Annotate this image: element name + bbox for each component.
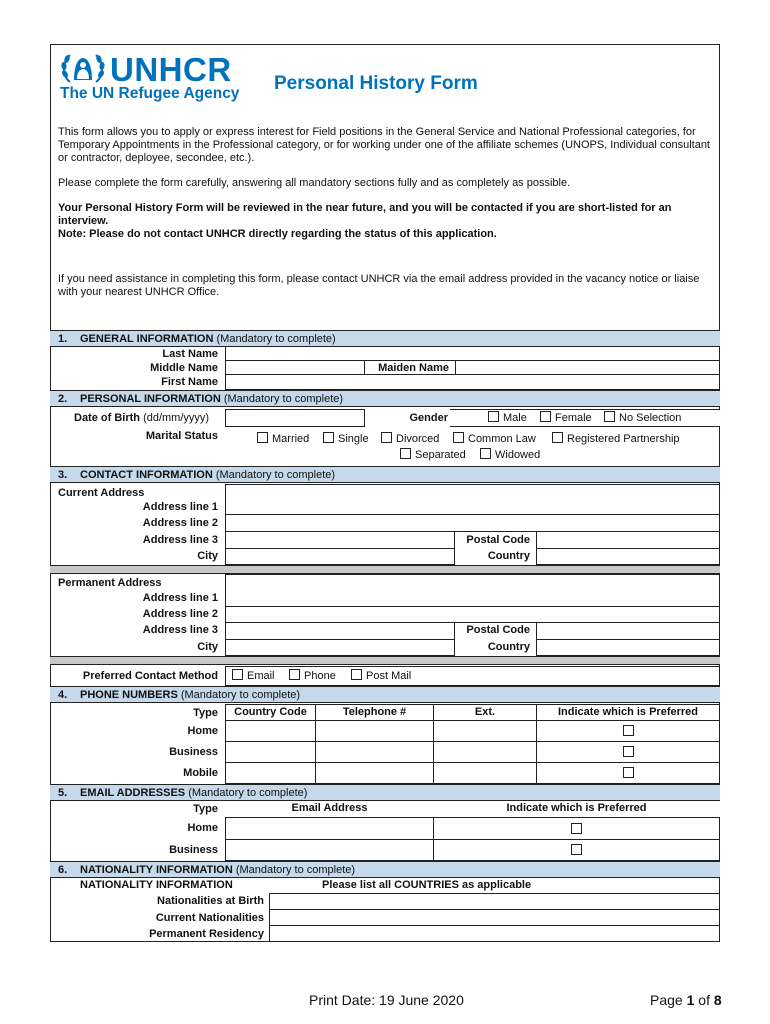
section-number: 3.	[58, 469, 68, 481]
home-email-field[interactable]	[225, 817, 434, 840]
marital-option-single[interactable]	[323, 432, 369, 446]
section-general-information	[50, 330, 720, 347]
option-label: Divorced	[396, 433, 440, 445]
gender-label: Gender	[409, 412, 448, 424]
current-country-label: Country	[487, 550, 530, 562]
logo-wordmark: UNHCR	[110, 51, 232, 88]
checkbox-icon[interactable]	[453, 432, 464, 443]
permanent-country-label: Country	[487, 641, 530, 653]
unhcr-logo	[60, 52, 260, 104]
contact-option-post-mail[interactable]	[351, 669, 411, 683]
phone-row-business-label: Business	[169, 746, 218, 758]
mobile-preferred-checkbox-icon[interactable]	[623, 767, 634, 778]
checkbox-icon[interactable]	[323, 432, 334, 443]
current-postal-code-field[interactable]	[536, 531, 720, 549]
marital-option-married[interactable]	[257, 432, 309, 446]
marital-option-separated[interactable]	[400, 448, 466, 462]
current-address-line-3-label: Address line 3	[142, 534, 218, 546]
countries-column-header: Please list all COUNTRIES as applicable	[322, 879, 532, 891]
nationality-at-birth-label: Nationalities at Birth	[157, 895, 264, 907]
nationality-at-birth-field[interactable]	[269, 893, 720, 910]
email-type-header: Type	[193, 803, 218, 815]
option-label: Common Law	[468, 433, 536, 445]
email-row-home-label: Home	[187, 822, 218, 834]
checkbox-icon[interactable]	[540, 411, 551, 422]
last-name-label: Last Name	[162, 348, 218, 360]
permanent-address-line-3-field[interactable]	[225, 622, 455, 640]
page-current: 1	[686, 992, 695, 1008]
mobile-country-code-field[interactable]	[225, 762, 316, 784]
dob-label-text: Date of Birth	[74, 412, 140, 424]
option-label: Single	[338, 433, 369, 445]
intro-paragraph-3: Your Personal History Form will be reviewed in the near future, and you will be contacted if you are short-listed for an interview.	[58, 202, 672, 227]
option-label: Separated	[415, 449, 466, 461]
contact-option-phone[interactable]	[289, 669, 336, 683]
home-email-preferred-checkbox-icon[interactable]	[571, 823, 582, 834]
first-name-field[interactable]	[225, 374, 720, 390]
section-title: NATIONALITY INFORMATION	[80, 864, 233, 876]
permanent-address-line-1-field[interactable]	[225, 574, 720, 607]
marital-option-divorced[interactable]	[381, 432, 439, 446]
permanent-address-line-3-label: Address line 3	[142, 624, 218, 636]
option-label: No Selection	[619, 412, 682, 424]
gender-option-male[interactable]	[488, 411, 527, 425]
section-contact-information	[50, 466, 720, 483]
page-label: Page	[650, 992, 683, 1008]
current-address-line-3-field[interactable]	[225, 531, 455, 549]
phone-row-mobile-label: Mobile	[183, 767, 218, 779]
current-nationalities-field[interactable]	[269, 909, 720, 926]
phone-type-header: Type	[193, 707, 218, 719]
marital-option-registered-partnership[interactable]	[552, 432, 680, 446]
permanent-city-label: City	[197, 641, 218, 653]
home-country-code-field[interactable]	[225, 720, 316, 742]
current-postal-code-label: Postal Code	[466, 534, 530, 546]
home-preferred-checkbox-icon[interactable]	[623, 725, 634, 736]
mobile-ext-field[interactable]	[433, 762, 537, 784]
checkbox-icon[interactable]	[488, 411, 499, 422]
mandatory-note: (Mandatory to complete)	[180, 689, 301, 701]
permanent-postal-code-field[interactable]	[536, 622, 720, 640]
checkbox-icon[interactable]	[604, 411, 615, 422]
section-title: CONTACT INFORMATION	[80, 469, 213, 481]
section-title: PHONE NUMBERS	[80, 689, 178, 701]
mandatory-note: (Mandatory to complete)	[215, 469, 336, 481]
permanent-city-field[interactable]	[225, 639, 455, 656]
gender-option-no-selection[interactable]	[604, 411, 681, 425]
mandatory-note: (Mandatory to complete)	[223, 393, 344, 405]
current-country-field[interactable]	[536, 548, 720, 565]
preferred-contact-label: Preferred Contact Method	[82, 670, 218, 682]
section-nationality-information	[50, 861, 720, 878]
section-email-addresses	[50, 784, 720, 801]
page-title: Personal History Form	[274, 73, 478, 94]
intro-paragraph-1: This form allows you to apply or express interest for Field positions in the General Service and National Professional categories, for Temporary Appointments in the Professional category, or for working under one of the affiliate schemes (UNOPS, Individual consultant or contractor, deployee, secondee, etc.).	[58, 126, 710, 164]
checkbox-icon[interactable]	[381, 432, 392, 443]
section-phone-numbers	[50, 686, 720, 703]
checkbox-icon[interactable]	[552, 432, 563, 443]
checkbox-icon[interactable]	[480, 448, 491, 459]
mobile-telephone-field[interactable]	[315, 762, 434, 784]
marital-option-common-law[interactable]	[453, 432, 536, 446]
option-label: Post Mail	[366, 670, 412, 682]
of-label: of	[698, 992, 710, 1008]
dob-field[interactable]	[225, 409, 365, 427]
mandatory-note: (Mandatory to complete)	[188, 787, 308, 799]
option-label: Widowed	[495, 449, 541, 461]
print-date: Print Date: 19 June 2020	[309, 992, 464, 1008]
section-number: 6.	[58, 864, 68, 876]
current-city-field[interactable]	[225, 548, 455, 565]
permanent-residency-field[interactable]	[269, 925, 720, 942]
section-title: PERSONAL INFORMATION	[80, 393, 221, 405]
intro-note: Note: Please do not contact UNHCR directly regarding the status of this application.	[58, 228, 497, 240]
option-label: Registered Partnership	[567, 433, 680, 445]
current-address-line-1-field[interactable]	[225, 484, 720, 515]
middle-name-field[interactable]	[225, 360, 365, 375]
current-city-label: City	[197, 550, 218, 562]
business-email-preferred-checkbox-icon[interactable]	[571, 844, 582, 855]
option-label: Male	[503, 412, 527, 424]
current-address-line-2-label: Address line 2	[142, 517, 218, 529]
phone-country-code-header: Country Code	[225, 704, 316, 721]
option-label: Married	[272, 433, 310, 445]
current-address-line-2-field[interactable]	[225, 514, 720, 532]
address-separator	[50, 565, 720, 574]
phone-preferred-header: Indicate which is Preferred	[536, 704, 720, 721]
contact-option-email[interactable]	[232, 669, 275, 683]
business-ext-field[interactable]	[433, 741, 537, 763]
contact-separator	[50, 656, 720, 665]
permanent-postal-code-label: Postal Code	[466, 624, 530, 636]
page-number	[650, 992, 722, 1008]
permanent-address-line-2-label: Address line 2	[142, 608, 218, 620]
permanent-residency-label: Permanent Residency	[149, 928, 264, 940]
permanent-address-label: Permanent Address	[58, 577, 162, 589]
intro-assistance: If you need assistance in completing this form, please contact UNHCR via the email address provided in the vacancy notice or liaise with your nearest UNHCR Office.	[58, 273, 700, 298]
option-label: Female	[555, 412, 592, 424]
section-personal-information	[50, 390, 720, 407]
maiden-name-label: Maiden Name	[378, 362, 449, 374]
gender-option-female[interactable]	[540, 411, 592, 425]
home-ext-field[interactable]	[433, 720, 537, 742]
business-preferred-checkbox-icon[interactable]	[623, 746, 634, 757]
email-address-header: Email Address	[225, 801, 434, 818]
checkbox-icon[interactable]	[257, 432, 268, 443]
nationality-column-header: NATIONALITY INFORMATION	[80, 879, 233, 891]
current-address-line-1-label: Address line 1	[142, 501, 218, 513]
dob-label	[74, 411, 209, 425]
intro-paragraph-2: Please complete the form carefully, answering all mandatory sections fully and as completely as possible.	[58, 177, 571, 189]
section-number: 4.	[58, 689, 68, 701]
business-email-field[interactable]	[225, 839, 434, 861]
permanent-address-line-1-label: Address line 1	[142, 592, 218, 604]
page-total: 8	[713, 992, 722, 1008]
section-title: EMAIL ADDRESSES	[80, 787, 186, 799]
option-label: Email	[247, 670, 275, 682]
middle-name-label: Middle Name	[150, 362, 218, 374]
section-number: 5.	[58, 787, 68, 799]
mandatory-note: (Mandatory to complete)	[235, 864, 356, 876]
laurel-emblem-icon	[60, 52, 106, 86]
section-number: 1.	[58, 333, 68, 345]
business-country-code-field[interactable]	[225, 741, 316, 763]
business-telephone-field[interactable]	[315, 741, 434, 763]
permanent-address-line-2-field[interactable]	[225, 606, 720, 623]
current-address-label: Current Address	[58, 487, 145, 499]
dob-format: (dd/mm/yyyy)	[143, 412, 210, 424]
checkbox-icon[interactable]	[232, 669, 243, 680]
mandatory-note: (Mandatory to complete)	[216, 333, 336, 345]
last-name-field[interactable]	[225, 346, 720, 361]
checkbox-icon[interactable]	[289, 669, 300, 680]
section-number: 2.	[58, 393, 68, 405]
phone-ext-header: Ext.	[433, 704, 537, 721]
phone-row-home-label: Home	[187, 725, 218, 737]
email-row-business-label: Business	[169, 844, 218, 856]
checkbox-icon[interactable]	[400, 448, 411, 459]
current-nationalities-label: Current Nationalities	[155, 912, 264, 924]
section-title: GENERAL INFORMATION	[80, 333, 214, 345]
home-telephone-field[interactable]	[315, 720, 434, 742]
phone-telephone-header: Telephone #	[315, 704, 434, 721]
marital-option-widowed[interactable]	[480, 448, 540, 462]
marital-status-label: Marital Status	[145, 430, 218, 442]
logo-tagline: The UN Refugee Agency	[60, 85, 240, 102]
permanent-country-field[interactable]	[536, 639, 720, 656]
checkbox-icon[interactable]	[351, 669, 362, 680]
email-preferred-header: Indicate which is Preferred	[433, 801, 720, 818]
option-label: Phone	[304, 670, 336, 682]
first-name-label: First Name	[161, 376, 218, 388]
maiden-name-field[interactable]	[455, 360, 720, 375]
